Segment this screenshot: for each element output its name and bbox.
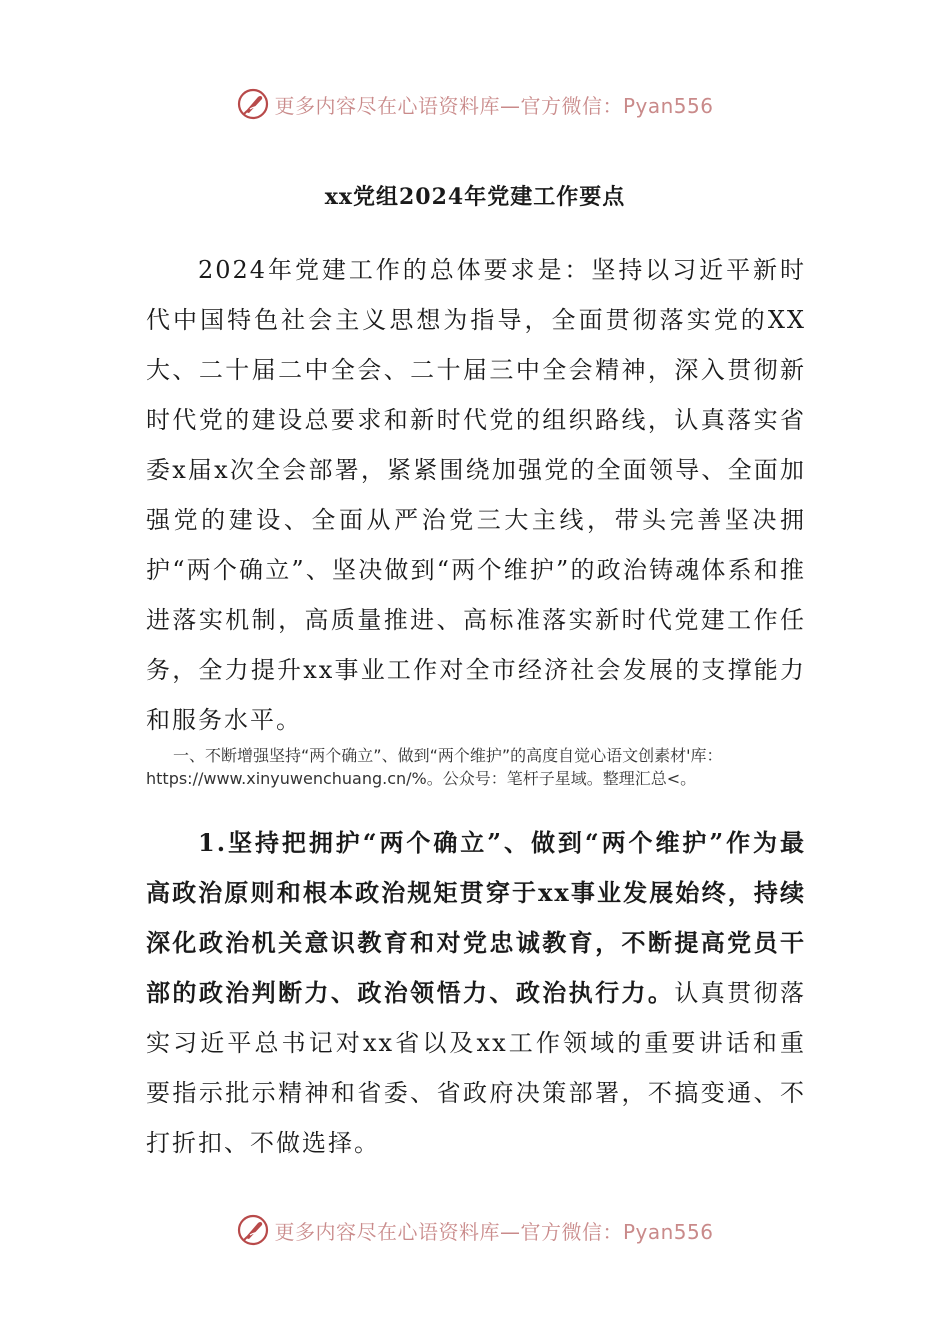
- document-title: xx党组2024年党建工作要点: [324, 184, 626, 210]
- header-watermark-banner: [0, 84, 950, 124]
- item-1-bold-text: 1.坚持把拥护“两个确立”、做到“两个维护”作为最高政治原则和根本政治规矩贯穿于xx事业发展始终，持续深化政治机关意识教育和对党忠诚教育，不断提高党员干部的政治判断力、政治领悟力、政治执行力。: [146, 828, 806, 1007]
- quill-pen-logo-icon: [236, 1213, 270, 1247]
- overall-requirements-paragraph: 2024年党建工作的总体要求是：坚持以习近平新时代中国特色社会主义思想为指导，全面贯彻落实党的XX大、二十届二中全会、二十届三中全会精神，深入贯彻新时代党的建设总要求和新时代党的组织路线，认真落实省委x届x次全会部署，紧紧围绕加强党的全面领导、全面加强党的建设、全面从严治党三大主线，带头完善坚决拥护“两个确立”、坚决做到“两个维护”的政治铸魂体系和推进落实机制，高质量推进、高标准落实新时代党建工作任务，全力提升xx事业工作对全市经济社会发展的支撑能力和服务水平。: [146, 256, 806, 734]
- quill-pen-logo-icon: [236, 87, 270, 121]
- footer-watermark-text: 更多内容尽在心语资料库—官方微信：Pyan556: [274, 1219, 714, 1244]
- footer-watermark-banner: [0, 1210, 950, 1250]
- header-watermark-text: 更多内容尽在心语资料库—官方微信：Pyan556: [274, 93, 714, 118]
- item-1-body-text: 认真贯彻落实习近平总书记对xx省以及xx工作领域的重要讲话和重要指示批示精神和省委、省政府决策部署，不搞变通、不打折扣、不做选择。: [146, 979, 807, 1157]
- item-1-paragraph: [146, 818, 806, 1168]
- section-heading-note: 一、不断增强坚持“两个确立”、做到“两个维护”的高度自觉心语文创素材'库：https://www.xinyuwenchuang.cn/%。公众号：笔杆子星域。整理汇总<。: [146, 746, 723, 788]
